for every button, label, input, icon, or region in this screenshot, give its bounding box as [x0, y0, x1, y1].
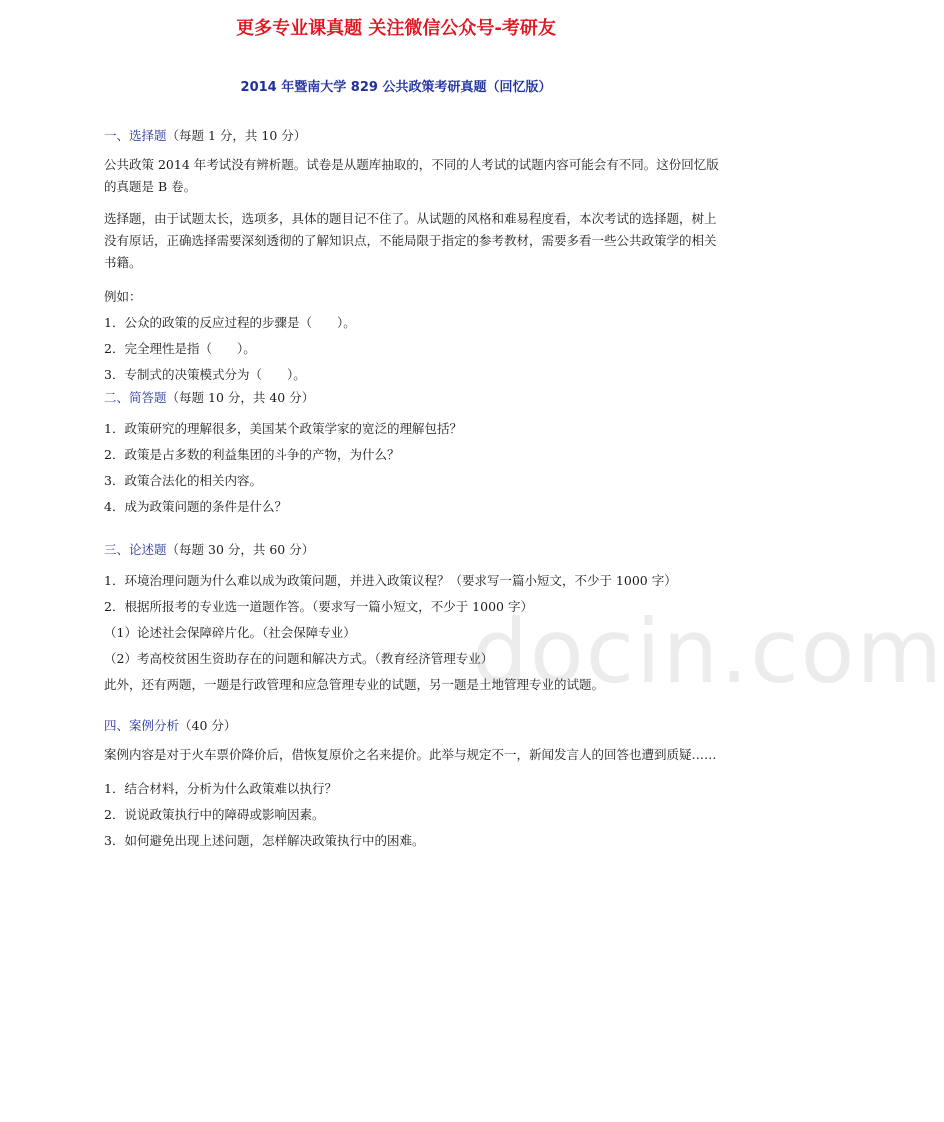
question-item: 4．成为政策问题的条件是什么？: [104, 499, 287, 514]
note-line: 此外，还有两题，一题是行政管理和应急管理专业的试题，另一题是土地管理专业的试题。: [104, 677, 605, 692]
section-heading: [104, 718, 724, 734]
sub-question-item: （1）论述社会保障碎片化。（社会保障专业）: [104, 625, 356, 640]
paragraph: 公共政策 2014 年考试没有辨析题。试卷是从题库抽取的，不同的人考试的试题内容可能会有不同。这份回忆版的真题是 B 卷。: [104, 157, 719, 194]
paragraph: 选择题，由于试题太长，选项多，具体的题目记不住了。从试题的风格和难易程度看，本次考试的选择题，树上没有原话，正确选择需要深刻透彻的了解知识点，不能局限于指定的参考教材，需要多看一些公共政策学的相关书籍。: [104, 211, 717, 270]
docin-watermark: docin.com: [472, 600, 944, 703]
section-score-note: （40 分）: [179, 718, 237, 733]
section-heading: [104, 390, 724, 406]
section-title: 三、论述题: [104, 542, 167, 557]
question-item: 1．政策研究的理解很多，美国某个政策学家的宽泛的理解包括？: [104, 421, 462, 436]
section-score-note: （每题 1 分，共 10 分）: [166, 128, 307, 143]
sub-question-item: （2）考高校贫困生资助存在的问题和解决方式。（教育经济管理专业）: [104, 651, 494, 666]
section-heading: [104, 128, 724, 144]
question-item: 1．结合材料，分析为什么政策难以执行？: [104, 781, 337, 796]
section-title: 二、简答题: [104, 390, 167, 405]
section-score-note: （每题 10 分，共 40 分）: [166, 390, 315, 405]
section-case-analysis: [104, 718, 724, 854]
section-essay: [104, 542, 724, 698]
question-item: 3．如何避免出现上述问题，怎样解决政策执行中的困难。: [104, 833, 425, 848]
document-title: 2014 年暨南大学 829 公共政策考研真题（回忆版）: [240, 80, 552, 95]
question-item: 3．政策合法化的相关内容。: [104, 473, 262, 488]
example-label: 例如：: [104, 289, 142, 304]
promo-banner: 更多专业课真题 关注微信公众号-考研友: [236, 18, 556, 39]
question-item: 2．说说政策执行中的障碍或影响因素。: [104, 807, 325, 822]
section-short-answer: [104, 390, 724, 520]
section-heading: [104, 542, 724, 558]
question-item: 1．公众的政策的反应过程的步骤是（ ）。: [104, 315, 356, 330]
section-title: 四、案例分析: [104, 718, 180, 733]
section-score-note: （每题 30 分，共 60 分）: [166, 542, 315, 557]
question-item: 2．政策是占多数的利益集团的斗争的产物，为什么？: [104, 447, 400, 462]
section-title: 一、选择题: [104, 128, 167, 143]
question-item: 2．完全理性是指（ ）。: [104, 341, 256, 356]
paragraph: 案例内容是对于火车票价降价后，借恢复原价之名来提价。此举与规定不一，新闻发言人的回答也遭到质疑……: [104, 747, 717, 762]
question-item: 3．专制式的决策模式分为（ ）。: [104, 367, 306, 382]
section-multiple-choice: [104, 128, 724, 388]
question-item: 1．环境治理问题为什么难以成为政策问题，并进入政策议程？（要求写一篇小短文，不少于 1000 字）: [104, 573, 677, 588]
question-item: 2．根据所报考的专业选一道题作答。（要求写一篇小短文，不少于 1000 字）: [104, 599, 533, 614]
